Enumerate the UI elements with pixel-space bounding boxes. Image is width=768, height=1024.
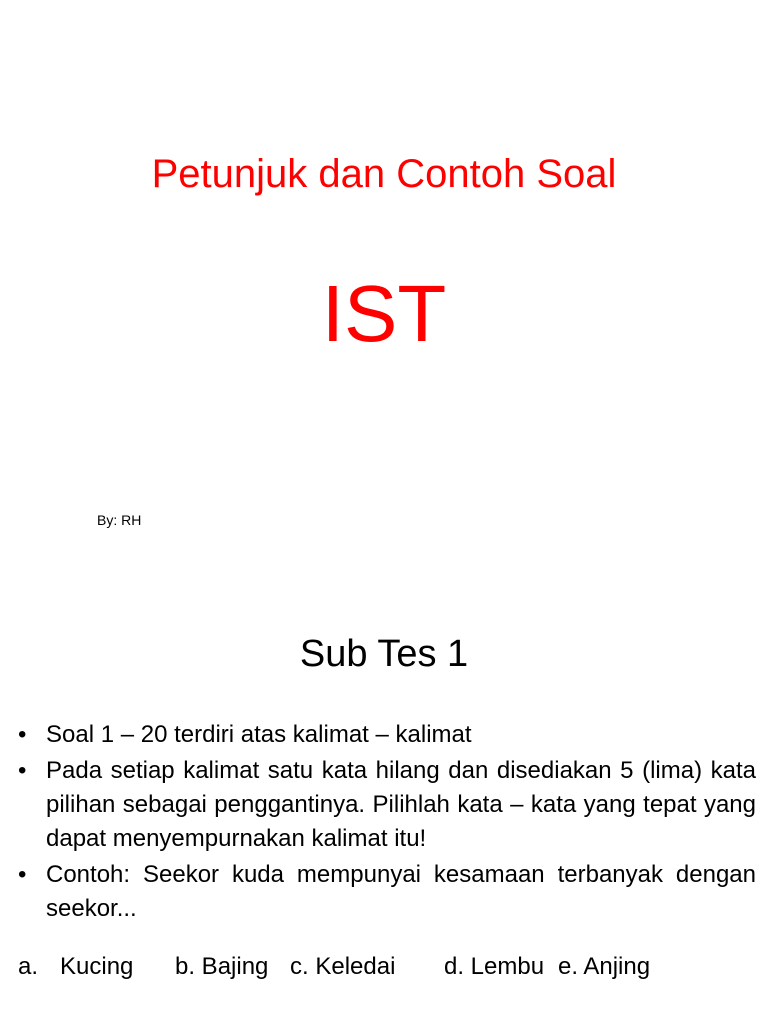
option-a: Kucing xyxy=(60,953,134,980)
section-title: Sub Tes 1 xyxy=(299,633,469,675)
option-e: e. Anjing xyxy=(558,953,651,980)
list-item xyxy=(18,718,756,752)
slide-subtest-1 xyxy=(0,576,768,1024)
page-title: Petunjuk dan Contoh Soal xyxy=(151,152,617,196)
list-item-text: Contoh: Seekor kuda mempunyai kesamaan terbanyak dengan seekor... xyxy=(46,861,756,922)
option-c: c. Keledai xyxy=(290,953,396,980)
option-a-letter: a. xyxy=(18,953,39,980)
option-b: b. Bajing xyxy=(175,953,269,980)
list-item-text: Pada setiap kalimat satu kata hilang dan disediakan 5 (lima) kata pilihan sebagai penggantinya. Pilihlah kata – kata yang tepat yang dapat menyempurnakan kalimat itu! xyxy=(46,757,756,852)
bullet-icon: • xyxy=(18,721,27,748)
bullet-icon: • xyxy=(18,861,27,888)
option-d: d. Lembu xyxy=(444,953,545,980)
list-item xyxy=(18,754,756,856)
list-item-text: Soal 1 – 20 terdiri atas kalimat – kalimat xyxy=(46,721,472,748)
bullet-icon: • xyxy=(18,757,27,784)
test-name-heading: IST xyxy=(321,269,447,358)
instruction-list xyxy=(18,718,756,928)
list-item xyxy=(18,858,756,926)
author-byline: By: RH xyxy=(97,512,142,528)
